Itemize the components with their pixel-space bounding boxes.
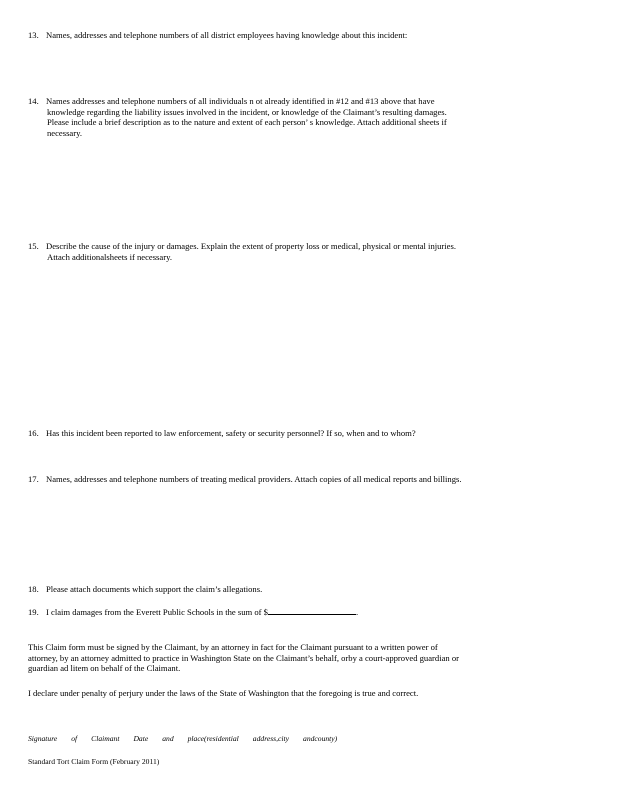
signature-word: andcounty): [303, 734, 338, 743]
question-text: Names, addresses and telephone numbers of treating medical providers. Attach copies of all medical reports and billings.: [46, 474, 462, 484]
form-footer: Standard Tort Claim Form (February 2011): [28, 757, 160, 766]
question-14: [28, 96, 568, 138]
question-text: Please attach documents which support the claim’s allegations.: [46, 584, 263, 594]
signature-word: Signature: [28, 734, 58, 743]
question-number: 19.: [28, 607, 39, 617]
question-text: Attach additionalsheets if necessary.: [47, 251, 172, 262]
question-18: [28, 584, 568, 595]
question-19: [28, 606, 568, 618]
damages-amount-field[interactable]: [268, 606, 359, 617]
question-number: 15.: [28, 241, 39, 251]
question-number: 17.: [28, 474, 39, 484]
question-number: 16.: [28, 428, 39, 438]
signature-word: Claimant: [91, 734, 120, 743]
paragraph-line: This Claim form must be signed by the Claimant, by an attorney in fact for the Claimant pursuant to a written power of: [28, 642, 438, 652]
signature-word: of: [71, 734, 78, 743]
question-13: [28, 30, 568, 41]
signature-word: address,city: [252, 734, 290, 743]
question-text: Has this incident been reported to law enforcement, safety or security personnel? If so, when and to whom?: [46, 428, 416, 438]
question-text: Names addresses and telephone numbers of all individuals n ot already identified in #12 and #13 above that have: [46, 96, 435, 106]
question-15: [28, 241, 568, 262]
question-text: Describe the cause of the injury or damages. Explain the extent of property loss or medical, physical or mental injuries.: [46, 241, 456, 251]
question-number: 18.: [28, 584, 39, 594]
signature-word: and: [162, 734, 174, 743]
question-text: necessary.: [47, 127, 82, 138]
paragraph-line: attorney, by an attorney admitted to practice in Washington State on the Claimant’s behalf, orby a court-approved guardian or: [28, 652, 460, 663]
signature-requirement-paragraph: [28, 642, 568, 674]
question-text-end: .: [355, 607, 359, 617]
question-number: 13.: [28, 30, 39, 40]
question-text: knowledge regarding the liability issues involved in the incident, or knowledge of the Claimant’s resulting damages.: [47, 106, 447, 117]
paragraph-line: guardian ad litem on behalf of the Claimant.: [28, 663, 181, 673]
question-text: I claim damages from the Everett Public Schools in the sum of $: [46, 607, 268, 617]
question-17: [28, 474, 568, 485]
question-16: [28, 428, 568, 439]
question-number: 14.: [28, 96, 39, 106]
signature-word: Date: [133, 734, 149, 743]
declaration: I declare under penalty of perjury under the laws of the State of Washington that the foregoing is true and correct.: [28, 688, 419, 698]
question-text: Please include a brief description as to the nature and extent of each person’ s knowledge. Attach additional sheets if: [47, 117, 447, 127]
signature-word: place(residential: [187, 734, 239, 743]
question-text: Names, addresses and telephone numbers of all district employees having knowledge about this incident:: [46, 30, 408, 40]
signature-line[interactable]: [28, 734, 351, 745]
